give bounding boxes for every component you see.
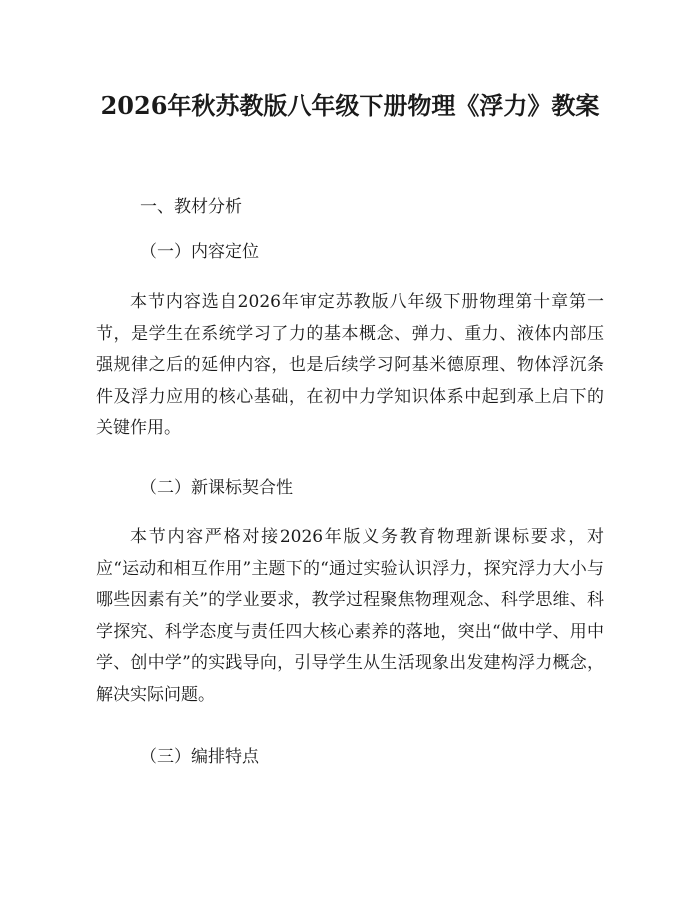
- section-heading-textbook-analysis: 一、教材分析: [140, 197, 242, 217]
- paragraph-curriculum-alignment: 本节内容严格对接2026年版义务教育物理新课标要求，对应“运动和相互作用”主题下的“通过实验认识浮力，探究浮力大小与哪些因素有关”的学业要求，教学过程聚焦物理观念、科学思维、科学探究、科学态度与责任四大核心素养的落地，突出“做中学、用中学、创中学”的实践导向，引导学生从生活现象出发建构浮力概念，解决实际问题。: [96, 527, 604, 705]
- subsection-heading-content-positioning: （一）内容定位: [140, 242, 259, 262]
- paragraph-content-positioning: 本节内容选自2026年审定苏教版八年级下册物理第十章第一节，是学生在系统学习了力的基本概念、弹力、重力、液体内部压强规律之后的延伸内容，也是后续学习阿基米德原理、物体浮沉条件及浮力应用的核心基础，在初中力学知识体系中起到承上启下的关键作用。: [96, 292, 604, 438]
- subsection-heading-curriculum-alignment: （二）新课标契合性: [140, 478, 293, 498]
- document-title: 2026年秋苏教版八年级下册物理《浮力》教案: [100, 91, 600, 120]
- subsection-heading-layout-features: （三）编排特点: [140, 747, 259, 767]
